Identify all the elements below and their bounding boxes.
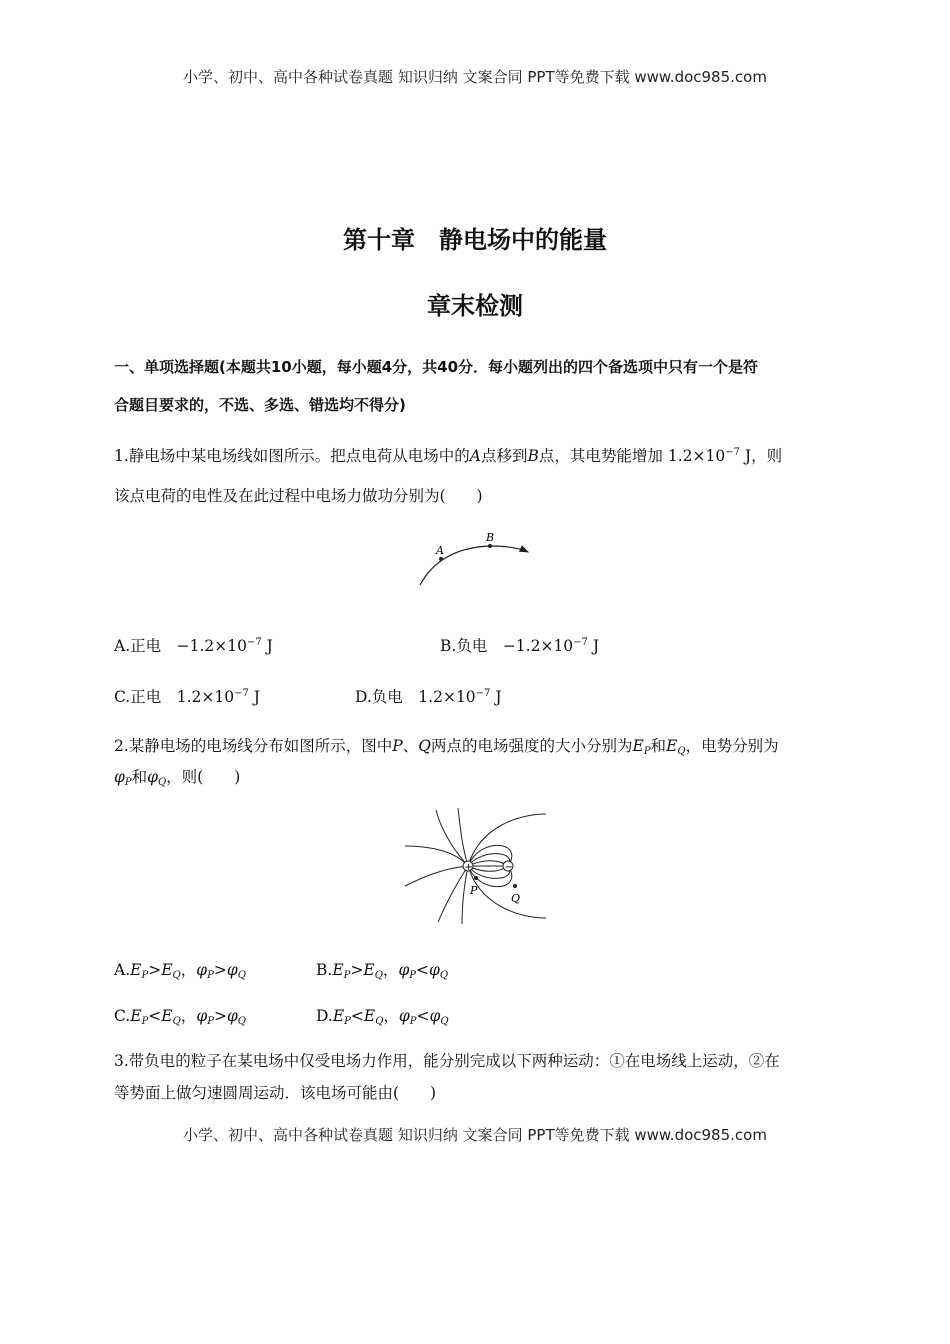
label-a: A bbox=[436, 544, 444, 557]
field-line bbox=[468, 814, 546, 866]
q1-option-b: B.负电 $-1.2\times 10^{-7}$ J bbox=[440, 637, 600, 655]
q2-option-a: $A.E_P>E_Q$，$\varphi_P>\varphi_Q$ bbox=[114, 961, 246, 981]
q1-stem-line2: 该点电荷的电性及在此过程中电场力做功分别为( ) bbox=[114, 487, 483, 505]
q2-option-d: $D.E_P<E_Q$，$\varphi_P<\varphi_Q$ bbox=[316, 1007, 449, 1027]
q2-field-figure bbox=[400, 806, 550, 926]
field-line bbox=[468, 866, 546, 918]
q2-stem-line2: $\varphi_P$和$\varphi_Q$，则( ) bbox=[114, 768, 241, 788]
q1-option-a: A.正电 $-1.2\times 10^{-7}$ J bbox=[114, 637, 273, 655]
q2-option-c: $C.E_P<E_Q$，$\varphi_P>\varphi_Q$ bbox=[114, 1007, 246, 1027]
page-footer: 小学、初中、高中各种试卷真题 知识归纳 文案合同 PPT等免费下载 www.doc985.com bbox=[183, 1126, 767, 1144]
q2-stem-line1: 2.某静电场的电场线分布如图所示，图中P、Q两点的电场强度的大小分别为$E_P$和$E_Q$，电势分别为 bbox=[114, 737, 779, 757]
field-line bbox=[405, 866, 468, 886]
q1-stem-line1: 1.静电场中某电场线如图所示。把点电荷从电场中的A点移到B点，其电势能增加 $1.2\times 10^{-7}$ J，则 bbox=[114, 447, 783, 465]
plus-sign: + bbox=[464, 862, 473, 873]
field-line bbox=[458, 808, 468, 866]
section-subtitle: 章末检测 bbox=[427, 292, 523, 320]
q3-stem-line2: 等势面上做匀速圆周运动．该电场可能由( ) bbox=[114, 1084, 437, 1102]
point-p bbox=[474, 876, 478, 880]
q1-option-c: C.正电 $1.2\times 10^{-7}$ J bbox=[114, 688, 260, 706]
minus-sign: − bbox=[504, 862, 513, 873]
label-p: P bbox=[470, 884, 478, 897]
field-line bbox=[468, 861, 508, 866]
q1-option-d: D.负电 $1.2\times 10^{-7}$ J bbox=[355, 688, 502, 706]
chapter-title: 第十章 静电场中的能量 bbox=[343, 226, 607, 254]
point-b bbox=[488, 544, 492, 548]
point-a bbox=[439, 557, 443, 561]
field-line bbox=[405, 846, 468, 866]
q1-field-line-figure bbox=[410, 528, 540, 590]
point-q bbox=[513, 884, 517, 888]
q3-stem-line1: 3.带负电的粒子在某电场中仅受电场力作用，能分别完成以下两种运动：①在电场线上运动，②在 bbox=[114, 1052, 780, 1070]
page-header: 小学、初中、高中各种试卷真题 知识归纳 文案合同 PPT等免费下载 www.doc985.com bbox=[183, 68, 767, 86]
field-line bbox=[468, 866, 508, 871]
q2-option-b: $B.E_P>E_Q$，$\varphi_P<\varphi_Q$ bbox=[316, 961, 449, 981]
section-instructions-1: 一、单项选择题(本题共10小题，每小题4分，共40分．每小题列出的四个备选项中只有一个是符 bbox=[114, 358, 759, 376]
section-instructions-2: 合题目要求的，不选、多选、错选均不得分) bbox=[114, 396, 406, 414]
field-line bbox=[436, 810, 468, 866]
label-q: Q bbox=[511, 892, 521, 905]
label-b: B bbox=[486, 531, 495, 544]
